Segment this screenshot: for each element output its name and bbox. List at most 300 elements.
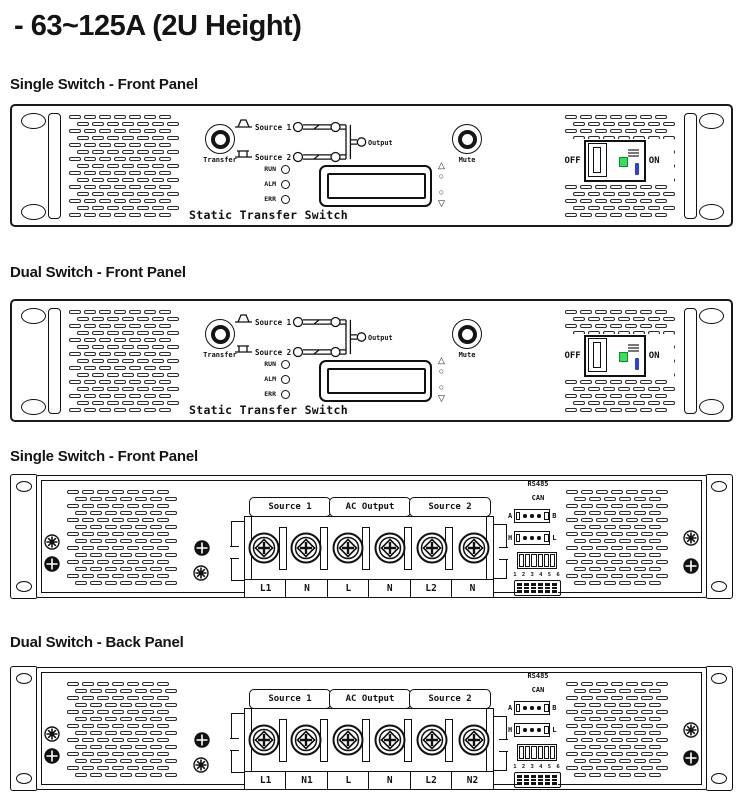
breaker-green-indicator <box>619 352 628 362</box>
vent-brick <box>641 518 653 522</box>
vent-brick <box>69 157 81 161</box>
vent-brick <box>92 150 104 154</box>
vent-brick <box>67 532 79 536</box>
vent-brick <box>92 192 104 196</box>
vent-brick <box>610 408 622 412</box>
vent-brick <box>107 178 119 182</box>
vent-brick <box>129 129 141 133</box>
vent-brick <box>596 532 608 536</box>
vent-brick <box>99 352 111 356</box>
vent-brick <box>112 710 124 714</box>
vent-brick <box>618 122 630 126</box>
vent-brick <box>135 731 147 735</box>
vent-brick <box>77 178 89 182</box>
vent-brick <box>84 199 96 203</box>
vent-brick <box>159 338 171 342</box>
vent-brick <box>84 394 96 398</box>
vent-brick <box>574 773 586 777</box>
vent-brick <box>649 773 661 777</box>
vent-brick <box>165 567 177 571</box>
vent-brick <box>135 567 147 571</box>
terminal-screw-icon <box>248 532 280 564</box>
vent-brick <box>107 164 119 168</box>
vent-brick-row <box>67 738 177 742</box>
vent-brick <box>581 752 593 756</box>
nav-circle-bottom-icon: ○ <box>438 382 445 392</box>
vent-brick <box>641 682 653 686</box>
vent-brick <box>640 213 652 217</box>
terminal-screw-icon <box>416 724 448 756</box>
vent-brick <box>75 581 87 585</box>
vent-brick <box>165 759 177 763</box>
chassis-screw-icon <box>194 540 210 556</box>
vent-brick-row <box>566 766 674 770</box>
vent-brick <box>114 352 126 356</box>
vent-brick <box>84 324 96 328</box>
mounting-hole <box>711 773 727 784</box>
vent-brick <box>82 696 94 700</box>
vent-brick <box>655 185 667 189</box>
vent-brick <box>596 682 608 686</box>
vent-brick <box>105 567 117 571</box>
vent-brick <box>165 703 177 707</box>
terminal-labels <box>244 579 494 598</box>
vent-brick <box>92 345 104 349</box>
vent-brick <box>114 380 126 384</box>
vent-brick-row <box>67 490 177 494</box>
vent-brick-row <box>566 574 674 578</box>
vent-brick <box>588 387 600 391</box>
vent-brick <box>77 136 89 140</box>
vent-brick <box>625 185 637 189</box>
mounting-hole <box>21 399 46 415</box>
vent-brick <box>97 724 109 728</box>
vent-brick-row <box>565 185 677 189</box>
vent-brick <box>649 581 661 585</box>
vent-brick <box>127 518 139 522</box>
vent-brick-row <box>574 497 675 501</box>
lcd-screen <box>327 173 426 199</box>
vent-brick <box>92 373 104 377</box>
vent-brick-row <box>69 129 179 133</box>
vent-brick <box>165 553 177 557</box>
vent-brick <box>99 366 111 370</box>
vent-brick <box>127 696 139 700</box>
vent-brick-row <box>566 696 674 700</box>
vent-brick <box>656 504 668 508</box>
vent-brick <box>581 724 593 728</box>
vent-brick <box>619 759 631 763</box>
vent-brick <box>99 338 111 342</box>
vent-brick <box>105 511 117 515</box>
terminal-screw-icon <box>458 724 490 756</box>
vent-brick <box>580 199 592 203</box>
vent-brick <box>619 553 631 557</box>
mounting-hole <box>711 481 727 492</box>
vent-brick <box>580 310 592 314</box>
vent-brick <box>611 766 623 770</box>
vent-brick <box>167 387 179 391</box>
vent-brick <box>634 497 646 501</box>
vent-brick <box>648 192 660 196</box>
vent-brick-row <box>77 401 180 405</box>
vent-brick <box>90 539 102 543</box>
vent-brick <box>75 525 87 529</box>
vent-brick <box>135 759 147 763</box>
transfer-knob-ring <box>211 325 230 344</box>
port-tab-icon <box>544 534 549 542</box>
mounting-hole <box>21 308 46 324</box>
vent-brick <box>618 192 630 196</box>
vent-brick <box>107 345 119 349</box>
vent-brick <box>581 696 593 700</box>
vent-brick <box>625 408 637 412</box>
vent-brick-row <box>77 192 180 196</box>
vent-brick-row <box>574 717 675 721</box>
vent-brick <box>92 387 104 391</box>
vent-brick <box>633 206 645 210</box>
vent-brick <box>641 504 653 508</box>
vent-brick <box>649 567 661 571</box>
vent-brick <box>610 394 622 398</box>
vent-brick <box>97 560 109 564</box>
port-tab-icon <box>516 512 521 520</box>
mute-knob <box>452 319 482 349</box>
vent-brick <box>580 115 592 119</box>
vent-brick <box>92 164 104 168</box>
terminal-labels <box>244 771 494 790</box>
vent-brick <box>157 560 169 564</box>
vent-brick <box>92 331 104 335</box>
port-b-label: B <box>552 704 557 712</box>
vent-brick <box>565 324 577 328</box>
vent-brick <box>634 689 646 693</box>
nav-circle-top-icon: ○ <box>438 365 445 376</box>
vent-brick <box>69 408 81 412</box>
vent-brick-row <box>75 759 178 763</box>
vent-brick-row <box>67 710 177 714</box>
vent-brick <box>97 574 109 578</box>
vent-brick <box>165 717 177 721</box>
vent-brick <box>157 738 169 742</box>
vent-brick <box>92 317 104 321</box>
vent-brick <box>596 710 608 714</box>
lcd-screen <box>327 368 426 394</box>
vent-brick <box>626 532 638 536</box>
vent-brick <box>144 408 156 412</box>
vent-brick <box>167 192 179 196</box>
vent-brick <box>159 408 171 412</box>
vent-brick <box>566 710 578 714</box>
vent-brick <box>150 525 162 529</box>
vent-brick-row <box>77 345 180 349</box>
vent-brick <box>633 317 645 321</box>
vent-brick <box>105 497 117 501</box>
flange-notch <box>499 547 508 560</box>
back-panel-single <box>10 474 733 599</box>
vent-brick <box>648 122 660 126</box>
terminal-group-header: Source 2 <box>409 689 491 709</box>
vent-brick <box>649 745 661 749</box>
vent-brick <box>120 731 132 735</box>
vent-brick <box>129 143 141 147</box>
vent-brick <box>596 490 608 494</box>
vent-brick <box>604 525 616 529</box>
vent-brick <box>589 497 601 501</box>
vent-brick <box>82 532 94 536</box>
terminal-label: N1 <box>285 771 328 790</box>
vent-brick <box>137 317 149 321</box>
vent-brick <box>152 373 164 377</box>
rs485-label: RS485 <box>527 672 549 680</box>
vent-brick <box>610 310 622 314</box>
vent-brick <box>603 192 615 196</box>
vent-brick <box>99 310 111 314</box>
vent-brick <box>75 511 87 515</box>
vent-brick <box>92 359 104 363</box>
vent-brick <box>626 682 638 686</box>
chassis-screw-icon <box>193 757 209 773</box>
nav-up-icon: △ <box>438 160 445 170</box>
vent-brick <box>595 199 607 203</box>
vent-brick <box>90 773 102 777</box>
vent-brick <box>137 331 149 335</box>
vent-brick <box>84 352 96 356</box>
vent-brick-row <box>75 581 178 585</box>
vent-brick-row <box>573 401 678 405</box>
vent-brick <box>167 401 179 405</box>
vent-brick <box>626 738 638 742</box>
flange-notch <box>499 739 508 752</box>
vent-brick <box>129 115 141 119</box>
vent-brick <box>656 696 668 700</box>
vent-brick <box>611 532 623 536</box>
dip-legend-line <box>517 779 558 782</box>
vent-brick <box>611 738 623 742</box>
vent-brick-row <box>77 136 180 140</box>
vent-brick <box>107 387 119 391</box>
vent-brick <box>573 317 585 321</box>
vent-brick <box>603 401 615 405</box>
vent-brick <box>581 682 593 686</box>
vent-brick <box>603 206 615 210</box>
vent-brick <box>619 717 631 721</box>
vent-brick <box>625 394 637 398</box>
vent-brick <box>84 380 96 384</box>
vent-brick <box>129 185 141 189</box>
vent-brick <box>610 199 622 203</box>
vent-brick <box>589 689 601 693</box>
vent-brick <box>77 373 89 377</box>
terminal-label: N <box>368 771 411 790</box>
vent-brick <box>565 115 577 119</box>
vent-brick <box>626 766 638 770</box>
vent-brick <box>127 574 139 578</box>
port-tab-icon <box>516 726 521 734</box>
vent-brick <box>137 178 149 182</box>
vent-brick <box>656 766 668 770</box>
vent-brick <box>120 511 132 515</box>
vent-brick <box>655 115 667 119</box>
vent-brick-row <box>75 525 178 529</box>
can-port <box>508 722 556 738</box>
vent-brick <box>566 738 578 742</box>
vent-brick <box>114 157 126 161</box>
vent-brick <box>157 504 169 508</box>
vent-brick <box>82 710 94 714</box>
vent-brick <box>595 380 607 384</box>
vent-brick <box>656 546 668 550</box>
vent-brick <box>142 560 154 564</box>
vent-brick <box>92 178 104 182</box>
vent-brick <box>77 331 89 335</box>
vent-brick <box>82 724 94 728</box>
vent-brick <box>150 689 162 693</box>
rack-handle <box>684 308 697 414</box>
vent-brick <box>566 696 578 700</box>
vent-brick-row <box>565 324 677 328</box>
terminal-label: L1 <box>244 579 287 598</box>
mounting-hole <box>16 581 32 592</box>
vent-brick <box>604 497 616 501</box>
vent-brick <box>144 171 156 175</box>
vent-brick-row <box>67 518 177 522</box>
vent-brick <box>82 752 94 756</box>
terminal-screw-icon <box>458 532 490 564</box>
vent-brick <box>135 717 147 721</box>
vent-brick <box>566 532 578 536</box>
vent-brick-row <box>566 504 674 508</box>
vent-brick <box>114 338 126 342</box>
vent-brick <box>135 581 147 585</box>
vent-brick <box>152 122 164 126</box>
port-tab-icon <box>516 534 521 542</box>
vent-brick <box>604 731 616 735</box>
vent-grille <box>566 490 674 585</box>
vent-brick <box>634 511 646 515</box>
vent-brick <box>604 759 616 763</box>
mimic-diagram <box>234 309 404 361</box>
vent-brick <box>82 574 94 578</box>
vent-brick <box>165 539 177 543</box>
vent-brick-row <box>69 380 179 384</box>
vent-brick <box>573 122 585 126</box>
vent-brick <box>122 136 134 140</box>
vent-brick-row <box>566 546 674 550</box>
vent-brick <box>656 518 668 522</box>
vent-brick <box>641 532 653 536</box>
vent-brick <box>84 310 96 314</box>
breaker-blue-mark <box>635 163 639 175</box>
vent-brick <box>90 703 102 707</box>
vent-brick <box>604 539 616 543</box>
vent-brick <box>137 192 149 196</box>
vent-brick <box>67 560 79 564</box>
vent-brick <box>157 752 169 756</box>
vent-brick <box>159 157 171 161</box>
vent-brick-row <box>69 157 179 161</box>
vent-brick <box>634 731 646 735</box>
chassis-screw-icon <box>683 722 699 738</box>
vent-brick <box>589 525 601 529</box>
vent-brick <box>595 213 607 217</box>
vent-brick-row <box>573 317 678 321</box>
vent-brick <box>114 394 126 398</box>
vent-brick <box>144 338 156 342</box>
vent-brick <box>604 689 616 693</box>
vent-brick <box>604 703 616 707</box>
vent-brick <box>135 773 147 777</box>
vent-brick <box>596 518 608 522</box>
vent-brick <box>82 682 94 686</box>
cable-flange <box>231 521 245 581</box>
vent-brick <box>122 317 134 321</box>
dip-legend-line <box>517 782 558 785</box>
vent-brick-row <box>566 710 674 714</box>
vent-brick <box>120 717 132 721</box>
output-label: Output <box>368 139 393 147</box>
vent-brick <box>656 710 668 714</box>
vent-brick <box>112 752 124 756</box>
vent-brick <box>92 401 104 405</box>
port-h-label: H <box>508 534 513 542</box>
vent-brick <box>135 745 147 749</box>
vent-brick <box>144 380 156 384</box>
vent-brick <box>92 206 104 210</box>
vent-brick <box>144 310 156 314</box>
vent-brick <box>633 387 645 391</box>
terminal-label: L1 <box>244 771 287 790</box>
vent-brick <box>610 185 622 189</box>
breaker-switch <box>584 335 646 377</box>
vent-brick <box>112 766 124 770</box>
vent-brick <box>90 497 102 501</box>
vent-brick-row <box>67 766 177 770</box>
vent-brick <box>566 724 578 728</box>
vent-brick <box>129 338 141 342</box>
vent-brick <box>137 359 149 363</box>
vent-brick <box>566 766 578 770</box>
vent-brick <box>604 511 616 515</box>
vent-brick-row <box>77 164 180 168</box>
mute-label: Mute <box>458 156 476 164</box>
vent-brick <box>640 115 652 119</box>
vent-brick <box>589 539 601 543</box>
vent-brick <box>656 560 668 564</box>
mute-knob-ring <box>458 130 477 149</box>
vent-brick <box>589 511 601 515</box>
vent-brick <box>112 696 124 700</box>
vent-brick <box>127 546 139 550</box>
vent-brick <box>150 511 162 515</box>
vent-brick <box>137 164 149 168</box>
vent-brick <box>165 773 177 777</box>
vent-brick <box>663 122 675 126</box>
vent-brick <box>159 310 171 314</box>
vent-grille <box>566 682 674 777</box>
vent-brick <box>122 373 134 377</box>
vent-brick <box>67 546 79 550</box>
vent-brick <box>655 324 667 328</box>
vent-brick <box>152 387 164 391</box>
vent-brick <box>99 324 111 328</box>
vent-brick <box>92 122 104 126</box>
vent-brick <box>112 504 124 508</box>
vent-brick <box>634 703 646 707</box>
vent-brick <box>581 738 593 742</box>
vent-brick <box>114 143 126 147</box>
vent-brick <box>565 213 577 217</box>
